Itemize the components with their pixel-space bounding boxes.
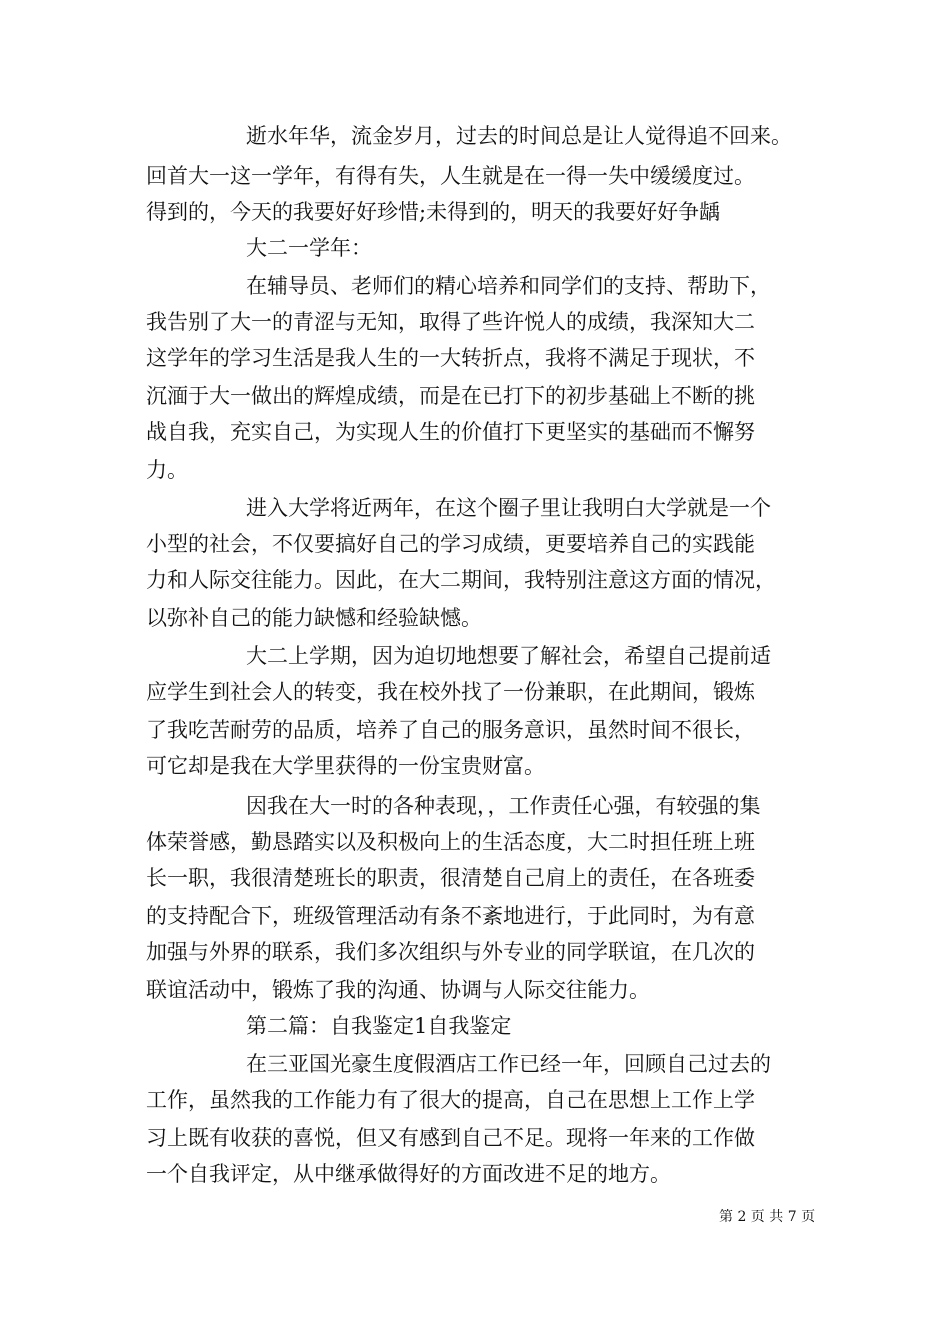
text-line: 力和人际交往能力。因此，在大二期间，我特别注意这方面的情况， [146,568,776,592]
text-line: 这学年的学习生活是我人生的一大转折点，我将不满足于现状，不 [146,346,755,370]
text-line: 在三亚国光豪生度假酒店工作已经一年，回顾自己过去的 [246,1052,771,1076]
text-line: 大二上学期，因为迫切地想要了解社会，希望自己提前适 [246,644,771,668]
text-line: 联谊活动中，锻炼了我的沟通、协调与人际交往能力。 [146,978,650,1002]
text-line: 的支持配合下，班级管理活动有条不紊地进行，于此同时，为有意 [146,904,755,928]
text-line: 进入大学将近两年，在这个圈子里让我明白大学就是一个 [246,496,771,520]
text-line: 长一职，我很清楚班长的职责，很清楚自己肩上的责任，在各班委 [146,866,755,890]
text-line: 习上既有收获的喜悦，但又有感到自己不足。现将一年来的工作做 [146,1126,755,1150]
text-line: 力。 [146,458,188,482]
text-line: 因我在大一时的各种表现，，工作责任心强，有较强的集 [246,794,761,818]
section-heading: 第二篇：自我鉴定1自我鉴定 [246,1014,512,1038]
text-line: 可它却是我在大学里获得的一份宝贵财富。 [146,754,545,778]
text-line: 在辅导员、老师们的精心培养和同学们的支持、帮助下， [246,274,771,298]
text-line: 回首大一这一学年，有得有失，人生就是在一得一失中缓缓度过。 [146,164,755,188]
text-line: 体荣誉感，勤恳踏实以及积极向上的生活态度，大二时担任班上班 [146,830,755,854]
text-line: 战自我，充实自己，为实现人生的价值打下更坚实的基础而不懈努 [146,420,755,444]
text-line: 一个自我评定，从中继承做得好的方面改进不足的地方。 [146,1162,671,1186]
text-line: 小型的社会，不仅要搞好自己的学习成绩，更要培养自己的实践能 [146,532,755,556]
page-number: 第 2 页 共 7 页 [719,1209,816,1225]
text-line: 工作，虽然我的工作能力有了很大的提高，自己在思想上工作上学 [146,1088,755,1112]
text-line: 加强与外界的联系，我们多次组织与外专业的同学联谊，在几次的 [146,940,755,964]
text-line: 大二一学年： [246,236,372,260]
text-line: 得到的，今天的我要好好珍惜;未得到的，明天的我要好好争龋 [146,200,721,224]
text-line: 以弥补自己的能力缺憾和经验缺憾。 [146,606,482,630]
text-line: 我告别了大一的青涩与无知，取得了些许悦人的成绩，我深知大二 [146,310,755,334]
text-line: 应学生到社会人的转变，我在校外找了一份兼职，在此期间，锻炼 [146,680,755,704]
text-line: 沉湎于大一做出的辉煌成绩，而是在已打下的初步基础上不断的挑 [146,384,755,408]
text-line: 逝水年华，流金岁月，过去的时间总是让人觉得追不回来。 [246,124,792,148]
text-line: 了我吃苦耐劳的品质，培养了自己的服务意识，虽然时间不很长， [146,718,755,742]
